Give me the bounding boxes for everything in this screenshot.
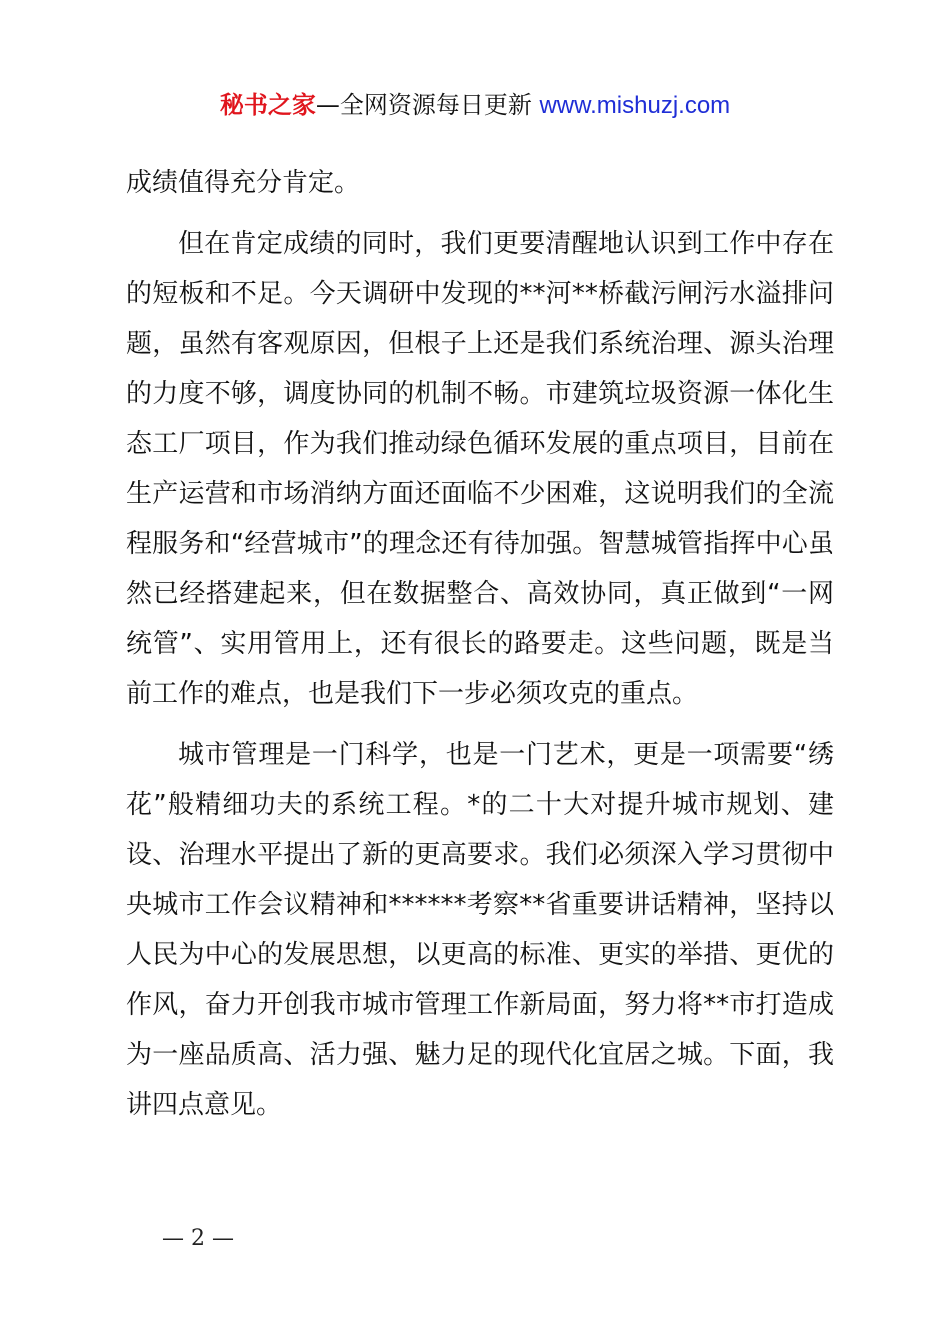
- header-tagline: —全网资源每日更新: [315, 91, 540, 119]
- document-body: [126, 158, 834, 1130]
- paragraph-shortcomings: 但在肯定成绩的同时，我们更要清醒地认识到工作中存在的短板和不足。今天调研中发现的**河**桥截污闸污水溢排问题，虽然有客观原因，但根子上还是我们系统治理、源头治理的力度不够，调度协同的机制不畅。市建筑垃圾资源一体化生态工厂项目，作为我们推动绿色循环发展的重点项目，目前在生产运营和市场消纳方面还面临不少困难，这说明我们的全流程服务和“经营城市”的理念还有待加强。智慧城管指挥中心虽然已经搭建起来，但在数据整合、高效协同，真正做到“一网统管”、实用管用上，还有很长的路要走。这些问题，既是当前工作的难点，也是我们下一步必须攻克的重点。: [126, 229, 834, 709]
- brand-name: 秘书之家: [219, 91, 316, 119]
- site-header: [0, 88, 950, 123]
- page-number: — 2 —: [162, 1226, 234, 1251]
- paragraph-urban-management: 城市管理是一门科学，也是一门艺术，更是一项需要“绣花”般精细功夫的系统工程。*的二十大对提升城市规划、建设、治理水平提出了新的更高要求。我们必须深入学习贯彻中央城市工作会议精神和******考察**省重要讲话精神，坚持以人民为中心的发展思想，以更高的标准、更实的举措、更优的作风，奋力开创我市城市管理工作新局面，努力将**市打造成为一座品质高、活力强、魅力足的现代化宜居之城。下面，我讲四点意见。: [126, 740, 834, 1120]
- paragraph-continuation: 成绩值得充分肯定。: [126, 168, 361, 198]
- header-url-link[interactable]: www.mishuzj.com: [539, 92, 731, 119]
